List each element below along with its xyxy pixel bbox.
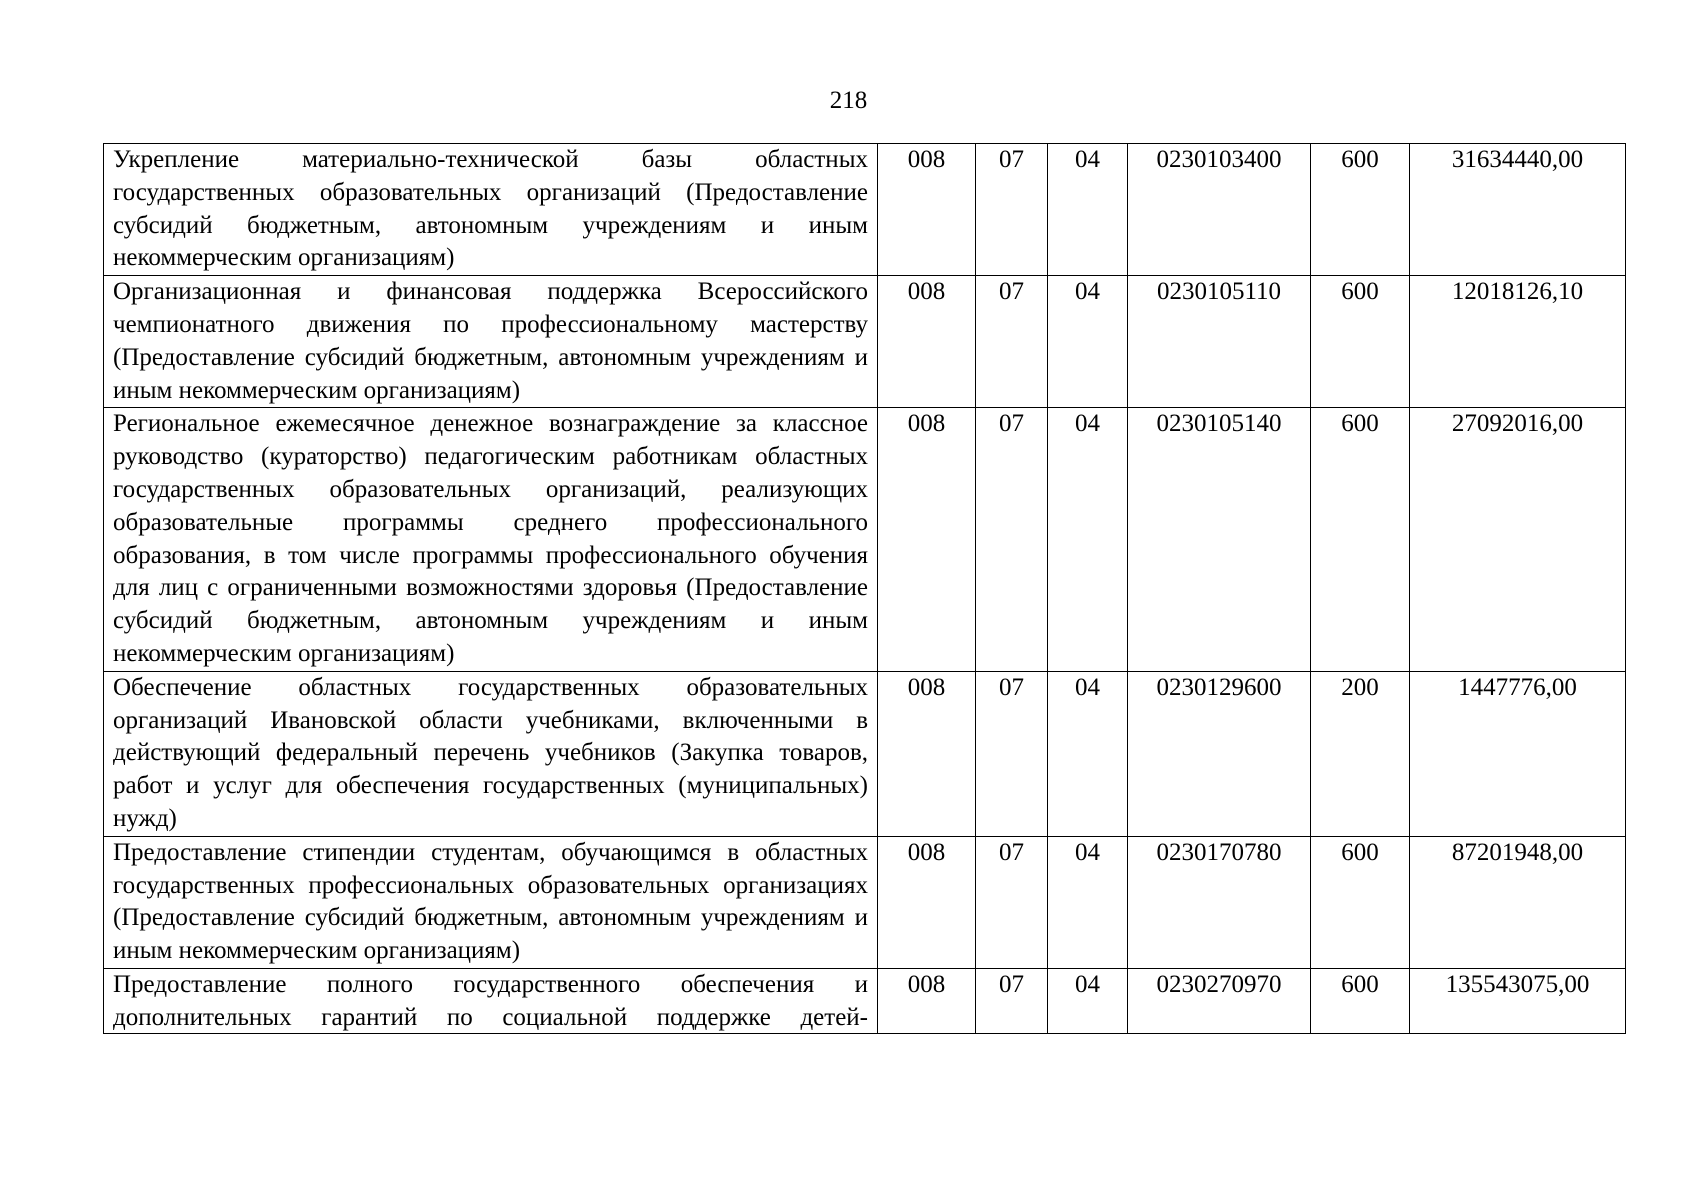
subsection-code: 04 [1048,836,1128,968]
table-row [104,836,1626,968]
amount: 31634440,00 [1410,144,1626,276]
section-code: 07 [976,968,1048,1033]
row-description [104,968,878,1033]
target-article-code: 0230170780 [1128,836,1311,968]
table-row [104,144,1626,276]
row-description: Региональное ежемесячное денежное вознаграждение за классное руководство (кураторство) педагогическим работникам областных государственных образовательных организаций, реализующих образовательные программы среднего профессионального образования, в том числе программы профессионального обучения для лиц с ограниченными возможностями здоровья (Предоставление субсидий бюджетным, автономным учреждениям и иным некоммерческим организациям) [104,408,878,671]
row-description: Укрепление материально-технической базы областных государственных образовательных организаций (Предоставление субсидий бюджетным, автономным учреждениям и иным некоммерческим организациям) [104,144,878,276]
amount: 135543075,00 [1410,968,1626,1033]
page-number: 218 [829,87,868,114]
subsection-code: 04 [1048,276,1128,408]
target-article-code: 0230105110 [1128,276,1311,408]
ministry-code: 008 [878,144,976,276]
expense-type-code: 200 [1311,671,1410,836]
ministry-code: 008 [878,836,976,968]
section-code: 07 [976,144,1048,276]
ministry-code: 008 [878,408,976,671]
subsection-code: 04 [1048,671,1128,836]
target-article-code: 0230105140 [1128,408,1311,671]
expense-type-code: 600 [1311,836,1410,968]
row-description: Обеспечение областных государственных образовательных организаций Ивановской области учебниками, включенными в действующий федеральный перечень учебников (Закупка товаров, работ и услуг для обеспечения государственных (муниципальных) нужд) [104,671,878,836]
table-row [104,408,1626,671]
expense-type-code: 600 [1311,408,1410,671]
subsection-code: 04 [1048,408,1128,671]
amount: 87201948,00 [1410,836,1626,968]
ministry-code: 008 [878,968,976,1033]
amount: 12018126,10 [1410,276,1626,408]
subsection-code: 04 [1048,144,1128,276]
section-code: 07 [976,408,1048,671]
table-row [104,968,1626,1033]
section-code: 07 [976,276,1048,408]
table-row [104,671,1626,836]
budget-table [103,143,1626,1034]
expense-type-code: 600 [1311,276,1410,408]
amount: 1447776,00 [1410,671,1626,836]
section-code: 07 [976,836,1048,968]
amount: 27092016,00 [1410,408,1626,671]
target-article-code: 0230129600 [1128,671,1311,836]
table-row [104,276,1626,408]
target-article-code: 0230270970 [1128,968,1311,1033]
expense-type-code: 600 [1311,968,1410,1033]
row-description: Предоставление стипендии студентам, обучающимся в областных государственных профессиональных образовательных организациях (Предоставление субсидий бюджетным, автономным учреждениям и иным некоммерческим организациям) [104,836,878,968]
row-description-text: Предоставление полного государственного обеспечения и дополнительных гарантий по социальной поддержке детей- [113,970,868,1031]
subsection-code: 04 [1048,968,1128,1033]
target-article-code: 0230103400 [1128,144,1311,276]
expense-type-code: 600 [1311,144,1410,276]
ministry-code: 008 [878,671,976,836]
row-description: Организационная и финансовая поддержка Всероссийского чемпионатного движения по профессиональному мастерству (Предоставление субсидий бюджетным, автономным учреждениям и иным некоммерческим организациям) [104,276,878,408]
section-code: 07 [976,671,1048,836]
ministry-code: 008 [878,276,976,408]
